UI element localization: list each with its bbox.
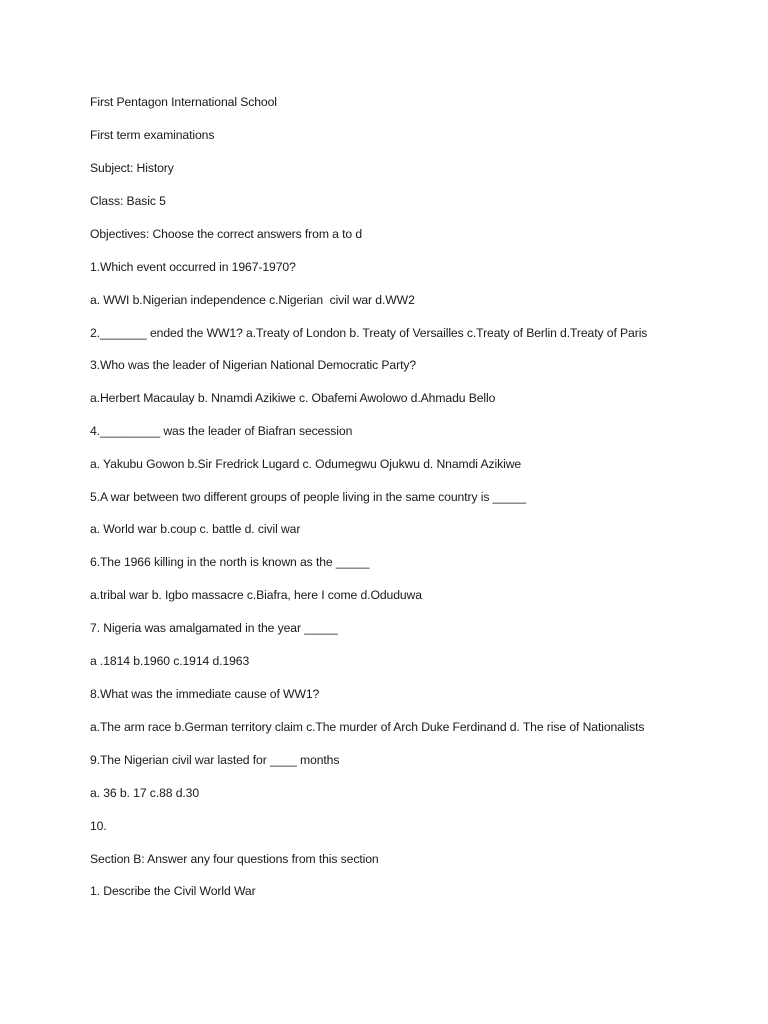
question-8-options: a.The arm race b.German territory claim c.The murder of Arch Duke Ferdinand d. The rise of Nationalists — [90, 720, 645, 734]
question-5: 5.A war between two different groups of people living in the same country is _____ — [90, 490, 527, 504]
school-name: First Pentagon International School — [90, 95, 277, 109]
question-8: 8.What was the immediate cause of WW1? — [90, 687, 320, 701]
subject-line: Subject: History — [90, 161, 174, 175]
question-7: 7. Nigeria was amalgamated in the year _____ — [90, 621, 338, 635]
objectives-instructions: Objectives: Choose the correct answers from a to d — [90, 227, 363, 241]
question-2: 2._______ ended the WW1? a.Treaty of London b. Treaty of Versailles c.Treaty of Berlin d.Treaty of Paris — [90, 326, 648, 340]
question-7-options: a .1814 b.1960 c.1914 d.1963 — [90, 654, 250, 668]
question-3: 3.Who was the leader of Nigerian National Democratic Party? — [90, 358, 417, 372]
question-5-options: a. World war b.coup c. battle d. civil war — [90, 522, 301, 536]
question-1: 1.Which event occurred in 1967-1970? — [90, 260, 296, 274]
class-line: Class: Basic 5 — [90, 194, 166, 208]
exam-title: First term examinations — [90, 128, 215, 142]
section-b-title: Section B: Answer any four questions from this section — [90, 852, 379, 866]
question-9: 9.The Nigerian civil war lasted for ____ months — [90, 753, 340, 767]
question-9-options: a. 36 b. 17 c.88 d.30 — [90, 786, 200, 800]
question-10: 10. — [90, 819, 107, 833]
question-1-options: a. WWI b.Nigerian independence c.Nigerian civil war d.WW2 — [90, 293, 415, 307]
question-6-options: a.tribal war b. Igbo massacre c.Biafra, here I come d.Oduduwa — [90, 588, 422, 602]
question-3-options: a.Herbert Macaulay b. Nnamdi Azikiwe c. Obafemi Awolowo d.Ahmadu Bello — [90, 391, 496, 405]
section-b-question-1: 1. Describe the Civil World War — [90, 884, 256, 898]
question-4-options: a. Yakubu Gowon b.Sir Fredrick Lugard c. Odumegwu Ojukwu d. Nnamdi Azikiwe — [90, 457, 522, 471]
question-6: 6.The 1966 killing in the north is known as the _____ — [90, 555, 370, 569]
question-4: 4._________ was the leader of Biafran secession — [90, 424, 353, 438]
